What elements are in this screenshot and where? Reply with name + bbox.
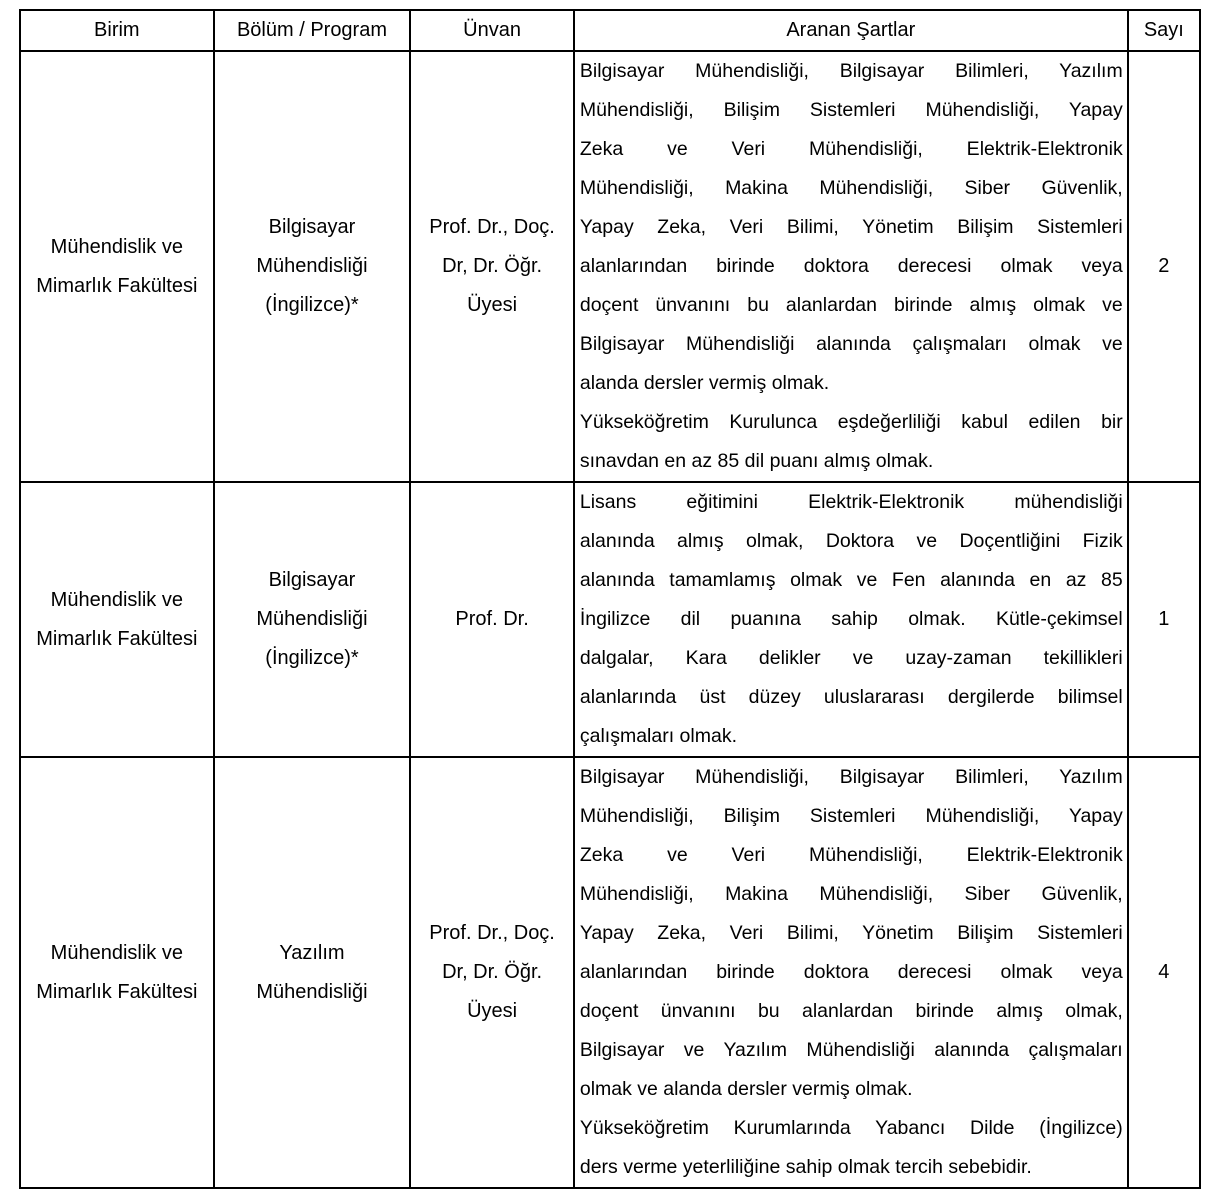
unvan-line: Prof. Dr. — [455, 608, 529, 630]
bolum-line: (İngilizce)* — [265, 294, 359, 316]
requirement-line: alanda dersler vermiş olmak. — [579, 372, 830, 394]
cell-sayi: 4 — [1128, 757, 1200, 1188]
birim-line: Mimarlık Fakültesi — [36, 274, 198, 297]
requirement-line: Mühendisliği, Bilişim Sistemleri Mühendisliği, Yapay — [579, 805, 1123, 827]
table-row — [20, 482, 1200, 757]
requirement-line: alanlarından birinde doktora derecesi olmak veya — [579, 961, 1123, 983]
requirement-line: Yapay Zeka, Veri Bilimi, Yönetim Bilişim Sistemleri — [579, 216, 1123, 238]
requirement-line: Mühendisliği, Makina Mühendisliği, Siber Güvenlik, — [579, 177, 1123, 199]
cell-sartlar — [574, 482, 1128, 757]
requirement-line: dalgalar, Kara delikler ve uzay-zaman tekillikleri — [579, 647, 1123, 669]
unvan-line: Üyesi — [467, 1000, 518, 1022]
birim-line: Mühendislik ve — [50, 941, 183, 964]
requirement-line: Mühendisliği, Makina Mühendisliği, Siber Güvenlik, — [579, 883, 1123, 905]
cell-unvan — [410, 482, 574, 757]
requirement-line: Bilgisayar ve Yazılım Mühendisliği alanında çalışmaları — [579, 1039, 1123, 1061]
cell-birim — [20, 51, 214, 482]
requirement-line: İngilizce dil puanına sahip olmak. Kütle-çekimsel — [579, 608, 1123, 630]
requirement-line: çalışmaları olmak. — [579, 725, 737, 747]
unvan-line: Dr, Dr. Öğr. — [442, 961, 543, 983]
bolum-line: Mühendisliği — [256, 980, 368, 1003]
requirement-line: sınavdan en az 85 dil puanı almış olmak. — [579, 450, 934, 472]
requirement-line: Zeka ve Veri Mühendisliği, Elektrik-Elektronik — [579, 138, 1123, 160]
positions-table — [19, 9, 1201, 1189]
birim-line: Mimarlık Fakültesi — [36, 980, 198, 1003]
header-sartlar: Aranan Şartlar — [574, 10, 1128, 51]
cell-bolum — [214, 482, 411, 757]
unvan-line: Dr, Dr. Öğr. — [442, 255, 543, 277]
requirement-line: ders verme yeterliliğine sahip olmak tercih sebebidir. — [579, 1156, 1032, 1178]
birim-line: Mühendislik ve — [50, 588, 183, 611]
requirement-line: Bilgisayar Mühendisliği, Bilgisayar Bilimleri, Yazılım — [579, 60, 1123, 82]
birim-line: Mühendislik ve — [50, 235, 183, 258]
table-row — [20, 757, 1200, 1188]
requirement-line: Bilgisayar Mühendisliği, Bilgisayar Bilimleri, Yazılım — [579, 766, 1123, 788]
cell-sartlar — [574, 757, 1128, 1188]
cell-bolum — [214, 51, 411, 482]
unvan-line: Üyesi — [467, 294, 518, 316]
cell-birim — [20, 482, 214, 757]
unvan-line: Prof. Dr., Doç. — [429, 922, 555, 944]
bolum-line: (İngilizce)* — [265, 647, 359, 669]
requirement-line: doçent ünvanını bu alanlardan birinde almış olmak, — [579, 1000, 1123, 1022]
cell-bolum — [214, 757, 411, 1188]
birim-line: Mimarlık Fakültesi — [36, 627, 198, 650]
cell-unvan — [410, 757, 574, 1188]
requirement-line: olmak ve alanda dersler vermiş olmak. — [579, 1078, 913, 1100]
requirement-line: Yükseköğretim Kurumlarında Yabancı Dilde (İngilizce) — [579, 1117, 1123, 1139]
requirement-line: Yapay Zeka, Veri Bilimi, Yönetim Bilişim Sistemleri — [579, 922, 1123, 944]
requirement-line: alanlarında üst düzey uluslararası dergilerde bilimsel — [579, 686, 1123, 708]
cell-unvan — [410, 51, 574, 482]
requirement-line: alanında almış olmak, Doktora ve Doçentliğini Fizik — [579, 530, 1123, 552]
bolum-line: Yazılım — [279, 941, 345, 964]
requirement-line: Mühendisliği, Bilişim Sistemleri Mühendisliği, Yapay — [579, 99, 1123, 121]
table-body — [20, 51, 1200, 1188]
header-row — [20, 10, 1200, 51]
requirement-line: Lisans eğitimini Elektrik-Elektronik mühendisliği — [579, 491, 1123, 513]
header-bolum: Bölüm / Program — [214, 10, 411, 51]
table-row — [20, 51, 1200, 482]
unvan-line: Prof. Dr., Doç. — [429, 216, 555, 238]
header-birim: Birim — [20, 10, 214, 51]
bolum-line: Mühendisliği — [256, 608, 368, 630]
requirement-line: doçent ünvanını bu alanlardan birinde almış olmak ve — [579, 294, 1123, 316]
requirement-line: Bilgisayar Mühendisliği alanında çalışmaları olmak ve — [579, 333, 1123, 355]
header-unvan: Ünvan — [410, 10, 574, 51]
cell-sayi: 2 — [1128, 51, 1200, 482]
bolum-line: Mühendisliği — [256, 255, 368, 277]
requirement-line: Zeka ve Veri Mühendisliği, Elektrik-Elektronik — [579, 844, 1123, 866]
header-sayi: Sayı — [1128, 10, 1200, 51]
cell-birim — [20, 757, 214, 1188]
cell-sartlar — [574, 51, 1128, 482]
requirement-line: alanlarından birinde doktora derecesi olmak veya — [579, 255, 1123, 277]
bolum-line: Bilgisayar — [268, 569, 356, 591]
bolum-line: Bilgisayar — [268, 216, 356, 238]
requirement-line: Yükseköğretim Kurulunca eşdeğerliliği kabul edilen bir — [579, 411, 1123, 433]
cell-sayi: 1 — [1128, 482, 1200, 757]
requirement-line: alanında tamamlamış olmak ve Fen alanında en az 85 — [579, 569, 1123, 591]
